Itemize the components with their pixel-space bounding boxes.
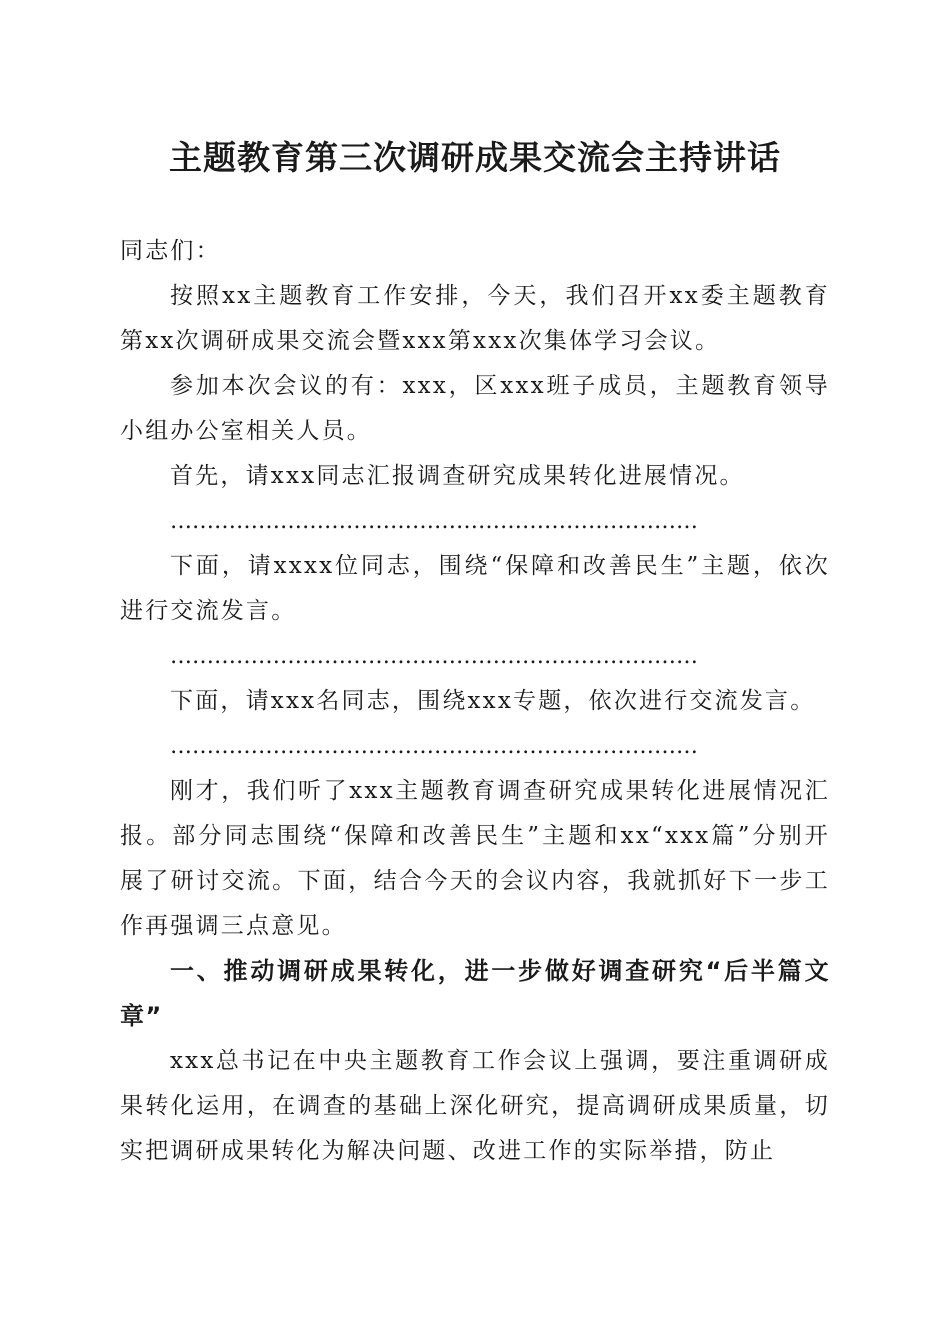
document-body [120, 229, 830, 1174]
document-title: 主题教育第三次调研成果交流会主持讲话 [169, 138, 781, 177]
section-heading-1: 一、推动调研成果转化，进一步做好调查研究“后半篇文章” [120, 957, 830, 1030]
greeting: 同志们： [120, 238, 221, 264]
paragraph-first-report: 首先，请xxx同志汇报调查研究成果转化进展情况。 [170, 463, 745, 489]
ellipsis-separator: ……………………………………………………………… [170, 644, 698, 669]
paragraph-livelihood-speeches: 下面，请xxxx位同志，围绕“保障和改善民生”主题，依次进行交流发言。 [120, 553, 830, 624]
ellipsis-separator: ……………………………………………………………… [170, 734, 698, 759]
paragraph-summary: 刚才，我们听了xxx主题教育调查研究成果转化进展情况汇报。部分同志围绕“保障和改善民生”主题和xx“xxx篇”分别开展了研讨交流。下面，结合今天的会议内容，我就抓好下一步工作再强调三点意见。 [120, 778, 830, 939]
ellipsis-separator: ……………………………………………………………… [170, 509, 698, 534]
paragraph-attendees: 参加本次会议的有：xxx，区xxx班子成员，主题教育领导小组办公室相关人员。 [120, 373, 830, 444]
paragraph-research-conversion: xxx总书记在中央主题教育工作会议上强调，要注重调研成果转化运用，在调查的基础上深化研究，提高调研成果质量，切实把调研成果转化为解决问题、改进工作的实际举措，防止 [120, 1048, 830, 1164]
paragraph-meeting-arrangement: 按照xx主题教育工作安排，今天，我们召开xx委主题教育第xx次调研成果交流会暨xxx第xxx次集体学习会议。 [120, 283, 830, 354]
paragraph-topic-speeches: 下面，请xxx名同志，围绕xxx专题，依次进行交流发言。 [170, 688, 816, 714]
